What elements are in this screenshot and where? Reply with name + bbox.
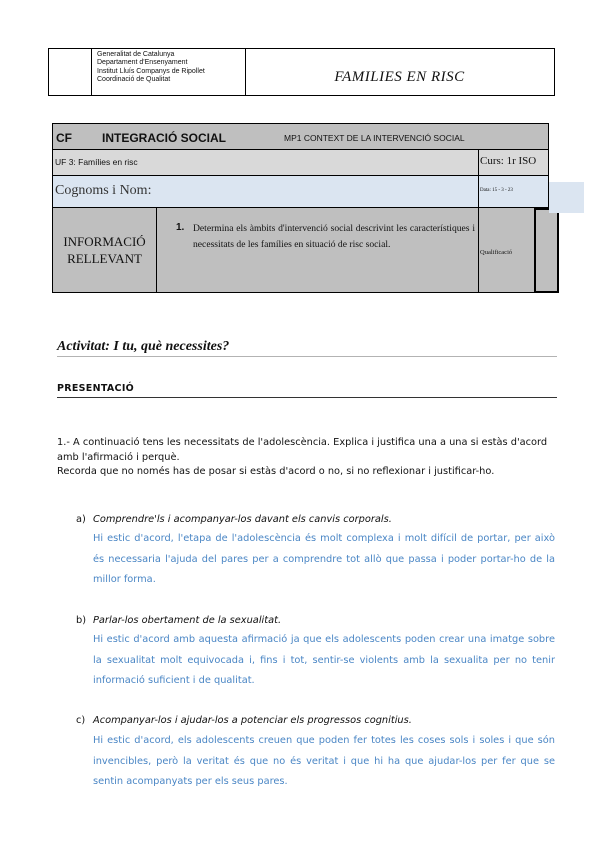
question-statement: Parlar-los obertament de la sexualitat. xyxy=(93,615,282,626)
institution-line: Generalitat de Catalunya xyxy=(97,51,175,58)
module-name: MP1 CONTEXT DE LA INTERVENCIÓ SOCIAL xyxy=(284,133,465,143)
title-underline xyxy=(57,356,557,357)
question-label: c) xyxy=(76,715,86,726)
answer-text[interactable]: Hi estic d'acord amb aquesta afirmació ja que els adolescents poden crear una imatge sobre la sexualitat molt equivocada i, fins i tot, sentir-se violents amb la sexualita per no tenir informació suficient i de qualitat. xyxy=(93,634,555,686)
info-label: INFORMACIÓ RELLEVANT xyxy=(53,208,157,292)
name-field[interactable]: Cognoms i Nom: xyxy=(55,183,152,198)
logo-cell xyxy=(49,49,92,95)
activity-title: Activitat: I tu, què necessites? xyxy=(57,339,230,354)
objective-text: Determina els àmbits d'intervenció social descrivint les característiques i necessitats de les famílies en situació de risc social. xyxy=(193,223,475,250)
question-statement: Acompanyar-los i ajudar-los a potenciar els progressos cognitius. xyxy=(93,715,412,726)
instructions xyxy=(57,436,557,480)
curs-label: Curs: 1r ISO xyxy=(480,155,537,167)
institution-line: Coordinació de Qualitat xyxy=(97,75,171,83)
name-row-extension xyxy=(549,182,584,213)
question-label: a) xyxy=(76,514,86,525)
question-label: b) xyxy=(76,615,87,626)
uf-label: UF 3: Famílies en risc xyxy=(55,157,138,167)
qualification-box[interactable] xyxy=(534,208,559,293)
document-title: FAMILIES EN RISC xyxy=(334,69,465,85)
qualification-label: Qualificació xyxy=(480,249,513,256)
section-heading: PRESENTACIÓ xyxy=(57,383,135,394)
date-label: Data: 15 - 3 - 23 xyxy=(480,188,513,193)
answer-text[interactable]: Hi estic d'acord, l'etapa de l'adolescència és molt complexa i molt difícil de portar, per això és necessaria l'ajuda del pares per a comprendre tot allò que passa i poder portar-ho de la millor forma. xyxy=(93,533,555,585)
answer-text[interactable]: Hi estic d'acord, els adolescents creuen que poden fer totes les coses sols i soles i que són invencibles, però la veritat és que no és veritat i que hi ha que ajudar-los per fer que se sentin acompanyats per els seus pares. xyxy=(93,735,555,787)
cell-divider xyxy=(478,176,479,208)
objective-number: 1. xyxy=(176,222,185,233)
cycle-name: INTEGRACIÓ SOCIAL xyxy=(102,131,227,145)
course-row xyxy=(52,123,549,150)
section-underline xyxy=(57,397,557,398)
cell-divider xyxy=(478,150,479,176)
name-row xyxy=(52,176,549,208)
cell-divider xyxy=(478,208,479,292)
info-row xyxy=(52,208,549,293)
institution-line: Departament d'Ensenyament xyxy=(97,59,188,67)
institution-line: Institut Lluís Companys de Ripollet xyxy=(97,67,205,75)
document-header xyxy=(48,48,555,96)
uf-row xyxy=(52,150,549,176)
question-statement: Comprendre'ls i acompanyar-los davant els canvis corporals. xyxy=(93,514,392,525)
cf-label: CF xyxy=(56,131,72,145)
instruction-note: Recorda que no només has de posar si estàs d'acord o no, si no reflexionar i justificar-ho. xyxy=(57,466,495,477)
instruction-text: 1.- A continuació tens les necessitats de l'adolescència. Explica i justifica una a una si estàs d'acord amb l'afirmació i perquè. xyxy=(57,437,548,463)
